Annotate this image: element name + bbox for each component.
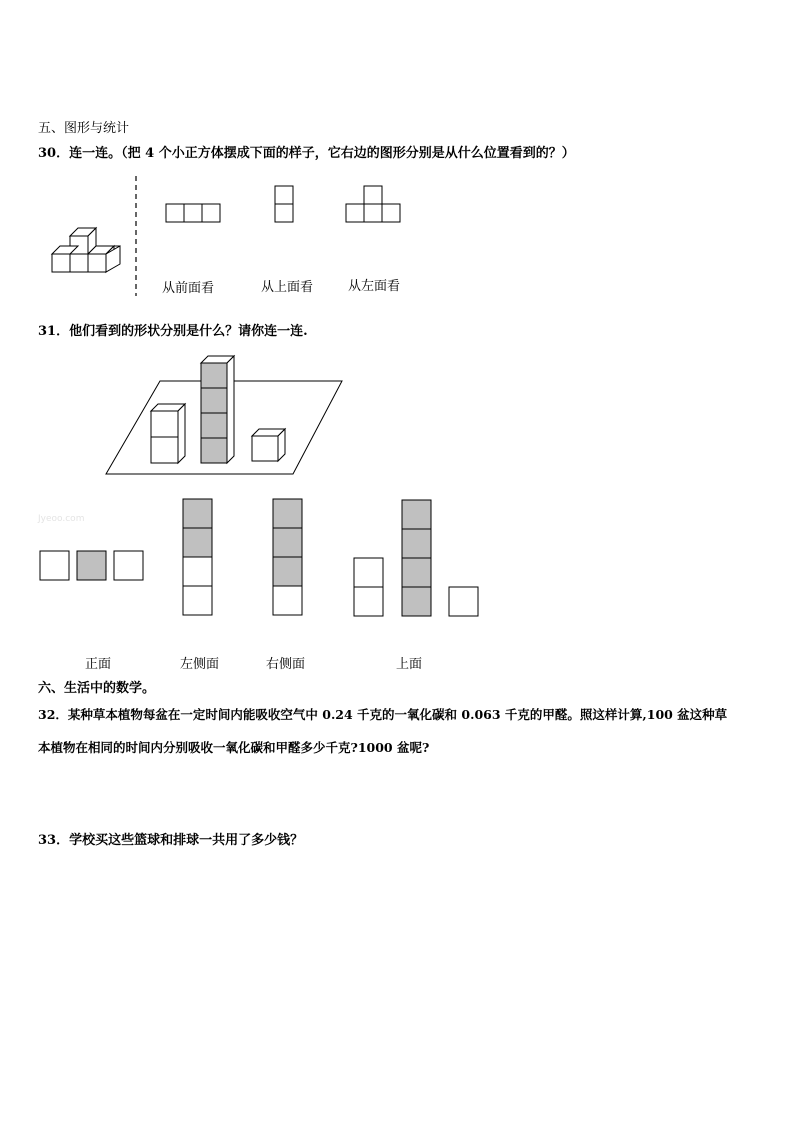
question-31-text: 31．他们看到的形状分别是什么？请你连一连. [38, 324, 308, 339]
q31-label-top: 上面 [396, 657, 423, 672]
q30-label-left: 从左面看 [348, 279, 401, 294]
question-30-text: 30．连一连。（把 4 个小正方体摆成下面的样子，它右边的图形分别是从什么位置看到的？） [38, 146, 575, 161]
section-six-title: 六、生活中的数学。 [38, 681, 156, 696]
q30-dashed-divider [134, 176, 138, 296]
q31-option-top-group [353, 499, 481, 619]
q31-scene [100, 350, 350, 480]
q30-cube-stack [40, 218, 130, 288]
q31-option-front-row [39, 550, 147, 582]
q31-label-left-side: 左侧面 [180, 657, 220, 672]
q30-label-top: 从上面看 [261, 280, 314, 295]
q30-label-front: 从前面看 [162, 281, 215, 296]
q31-label-right-side: 右侧面 [266, 657, 306, 672]
section-five-title: 五、图形与统计 [38, 121, 130, 136]
q31-option-left-column [182, 498, 214, 618]
watermark-text: Jyeoo.com [38, 514, 85, 524]
q30-view-column-two [274, 185, 296, 223]
q30-view-row-three [165, 203, 223, 223]
q31-label-front: 正面 [85, 657, 112, 672]
question-32-line-1: 32．某种草本植物每盆在一定时间内能吸收空气中 0.24 千克的一氧化碳和 0.063 千克的甲醛。照这样计算,100 盆这种草 [38, 707, 728, 722]
q31-option-right-column [272, 498, 304, 618]
q30-view-t-shape [345, 185, 405, 223]
question-32-line-2: 本植物在相同的时间内分别吸收一氧化碳和甲醛多少千克?1000 盆呢? [38, 740, 430, 755]
question-33-text: 33．学校买这些篮球和排球一共用了多少钱？ [38, 833, 304, 848]
